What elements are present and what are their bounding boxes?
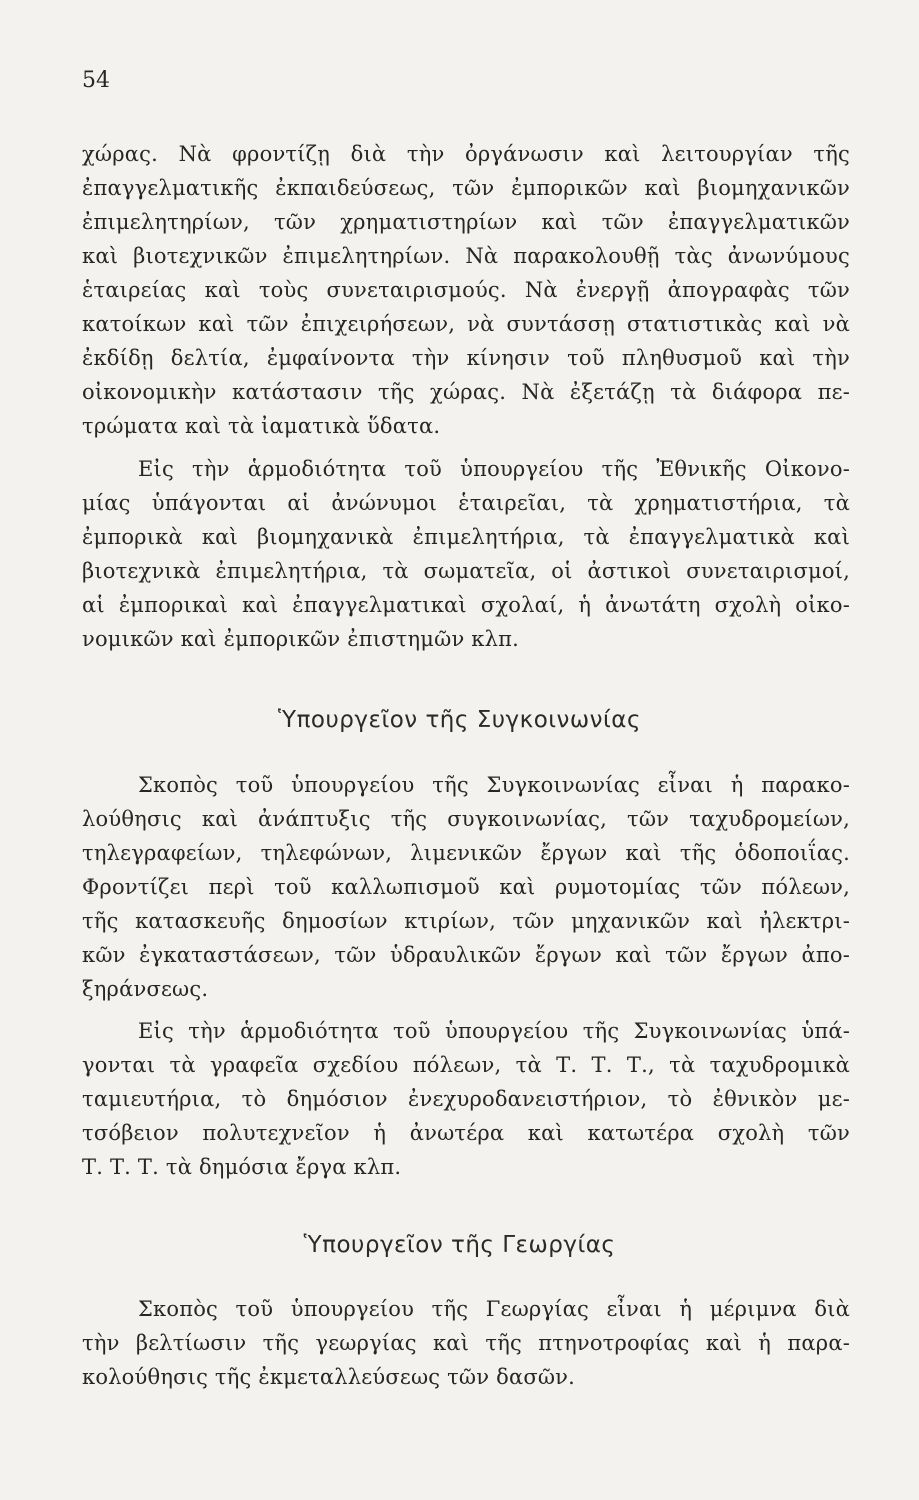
text-line: ἑταιρείας καὶ τοὺς συνεταιρισμούς. Νὰ ἐνεργῇ ἀπογραφὰς τῶν: [82, 278, 850, 302]
paragraph-national-economy-jurisdiction: [82, 452, 850, 656]
text-line: ταμιευτήρια, τὸ δημόσιον ἐνεχυροδανειστήριον, τὸ ἐθνικὸν με-: [82, 1087, 850, 1111]
section-heading-communications: Ὑπουργεῖον τῆς Συγκοινωνίας: [278, 707, 641, 733]
paragraph-agriculture-purpose: [82, 1292, 850, 1394]
section-heading-agriculture: Ὑπουργεῖον τῆς Γεωργίας: [303, 1232, 616, 1258]
paragraph-communications-purpose: [82, 768, 850, 1006]
text-line: ἐπαγγελματικῆς ἐκπαιδεύσεως, τῶν ἐμπορικῶν καὶ βιομηχανικῶν: [82, 176, 850, 200]
text-line: νομικῶν καὶ ἐμπορικῶν ἐπιστημῶν κλπ.: [82, 627, 519, 651]
text-line: γονται τὰ γραφεῖα σχεδίου πόλεων, τὰ Τ. Τ. Τ., τὰ ταχυδρομικὰ: [82, 1053, 850, 1077]
text-line: τῆς κατασκευῆς δημοσίων κτιρίων, τῶν μηχανικῶν καὶ ἠλεκτρι-: [82, 909, 850, 933]
text-line: τσόβειον πολυτεχνεῖον ἡ ἀνωτέρα καὶ κατωτέρα σχολὴ τῶν: [82, 1121, 850, 1145]
paragraph-communications-jurisdiction: [82, 1014, 850, 1184]
text-line: μίας ὑπάγονται αἱ ἀνώνυμοι ἑταιρεῖαι, τὰ χρηματιστήρια, τὰ: [82, 491, 850, 515]
text-line: ἐπιμελητηρίων, τῶν χρηματιστηρίων καὶ τῶν ἐπαγγελματικῶν: [82, 210, 850, 234]
text-line: τηλεγραφείων, τηλεφώνων, λιμενικῶν ἔργων καὶ τῆς ὁδοποιΐας.: [82, 841, 850, 865]
text-line: Εἰς τὴν ἁρμοδιότητα τοῦ ὑπουργείου τῆς Ἐθνικῆς Οἰκονο-: [138, 457, 850, 481]
text-line: αἱ ἐμπορικαὶ καὶ ἐπαγγελματικαὶ σχολαί, ἡ ἀνωτάτη σχολὴ οἰκο-: [82, 593, 850, 617]
text-line: χώρας. Νὰ φροντίζῃ διὰ τὴν ὀργάνωσιν καὶ λειτουργίαν τῆς: [82, 142, 850, 166]
text-line: Εἰς τὴν ἁρμοδιότητα τοῦ ὑπουργείου τῆς Συγκοινωνίας ὑπά-: [138, 1019, 850, 1043]
text-line: οἰκονομικὴν κατάστασιν τῆς χώρας. Νὰ ἐξετάζῃ τὰ διάφορα πε-: [82, 380, 850, 404]
text-line: καὶ βιοτεχνικῶν ἐπιμελητηρίων. Νὰ παρακολουθῇ τὰς ἀνωνύμους: [82, 244, 850, 268]
text-line: κῶν ἐγκαταστάσεων, τῶν ὑδραυλικῶν ἔργων καὶ τῶν ἔργων ἀπο-: [82, 943, 850, 967]
text-line: λούθησις καὶ ἀνάπτυξις τῆς συγκοινωνίας, τῶν ταχυδρομείων,: [82, 807, 850, 831]
page-number: 54: [82, 68, 110, 93]
text-line: κατοίκων καὶ τῶν ἐπιχειρήσεων, νὰ συντάσσῃ στατιστικὰς καὶ νὰ: [82, 312, 850, 336]
text-line: ξηράνσεως.: [82, 977, 209, 1001]
text-line: κολούθησις τῆς ἐκμεταλλεύσεως τῶν δασῶν.: [82, 1365, 576, 1389]
text-line: τρώματα καὶ τὰ ἰαματικὰ ὕδατα.: [82, 414, 441, 438]
text-line: Σκοπὸς τοῦ ὑπουργείου τῆς Γεωργίας εἶναι ἡ μέριμνα διὰ: [138, 1297, 850, 1321]
text-line: Φροντίζει περὶ τοῦ καλλωπισμοῦ καὶ ρυμοτομίας τῶν πόλεων,: [82, 875, 850, 899]
text-line: τὴν βελτίωσιν τῆς γεωργίας καὶ τῆς πτηνοτροφίας καὶ ἡ παρα-: [82, 1331, 850, 1355]
text-line: Σκοπὸς τοῦ ὑπουργείου τῆς Συγκοινωνίας εἶναι ἡ παρακο-: [138, 773, 850, 797]
text-line: Τ. Τ. Τ. τὰ δημόσια ἔργα κλπ.: [82, 1155, 402, 1179]
paragraph-national-economy-duties: [82, 137, 850, 443]
text-line: ἐμπορικὰ καὶ βιομηχανικὰ ἐπιμελητήρια, τὰ ἐπαγγελματικὰ καὶ: [82, 525, 850, 549]
text-line: βιοτεχνικὰ ἐπιμελητήρια, τὰ σωματεῖα, οἱ ἀστικοὶ συνεταιρισμοί,: [82, 559, 850, 583]
text-line: ἐκδίδῃ δελτία, ἐμφαίνοντα τὴν κίνησιν τοῦ πληθυσμοῦ καὶ τὴν: [82, 346, 850, 370]
